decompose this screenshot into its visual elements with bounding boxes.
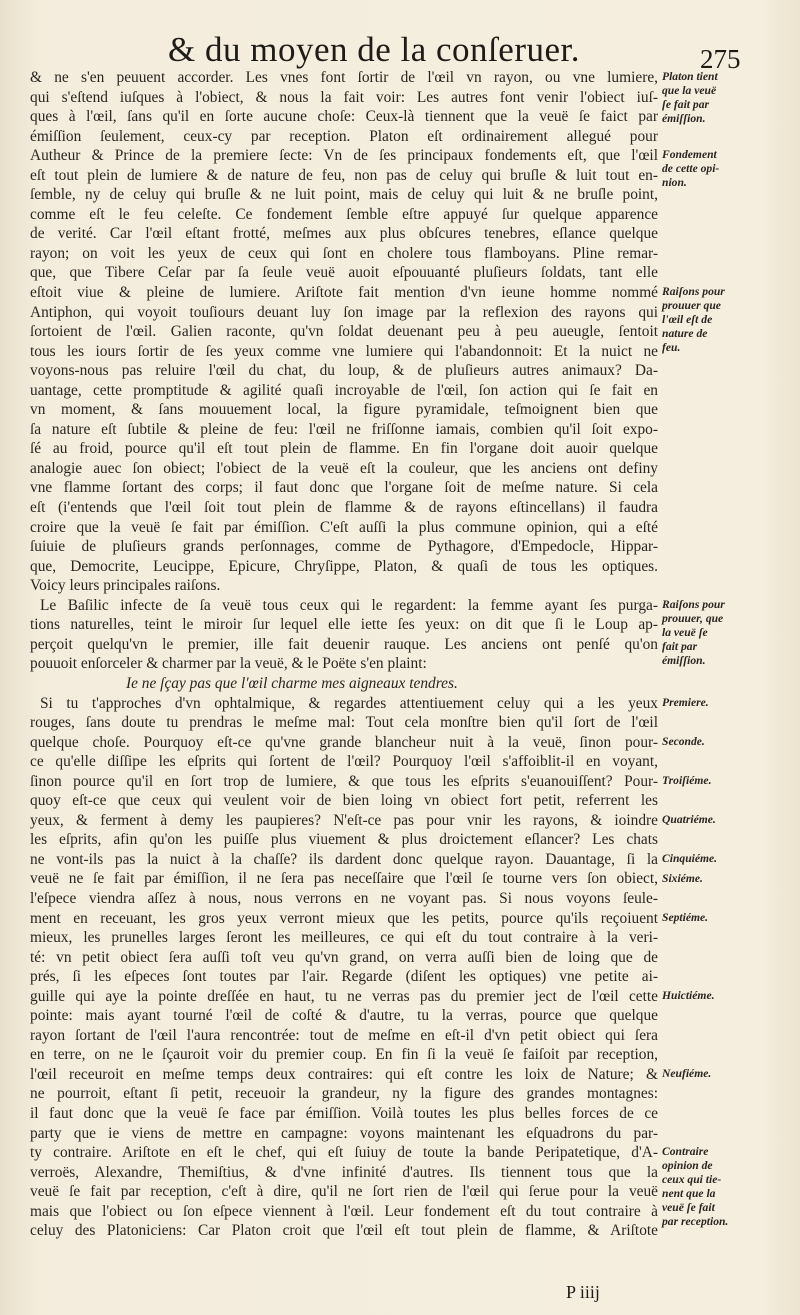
margin-note <box>662 285 792 355</box>
text-line: mieux, les prunelles larges ſeront les meilleures, ce qui eſt du tout contraire à la veri- <box>30 929 658 947</box>
text-line: ſinon pource qu'il en ſort trop de lumiere, & que tous les eſprits s'euanouiſſent? Pour- <box>30 772 658 790</box>
text-line: rayon; on voit les yeux de ceux qui ſont en cholere tous flamboyans. Pline remar- <box>30 244 658 262</box>
text-line: & ne s'en peuuent accorder. Les vnes font ſortir de l'œil vn rayon, ou vne lumiere, <box>30 69 658 86</box>
text-line: tous les iours ſortir de ſes yeux comme vne lumiere qui l'abandonnoit: Et la nuict ne <box>30 342 658 360</box>
margin-note-line: Cinquiéme. <box>662 852 718 865</box>
text-line: de verité. Car l'œil eſtant frotté, meſmes aux plus obſcures tenebres, eſlance quelque <box>30 225 658 243</box>
margin-note-line: opinion de <box>662 1159 713 1173</box>
text-line: croire que la veuë ſe fait par émiſſion. C'eſt auſſi la plus commune opinion, qui a eſté <box>30 518 658 536</box>
margin-note <box>662 911 792 925</box>
text-line: yeux, & ferment à demy les paupieres? N'eſt-ce pas pour vnir les rayons, & ioindre <box>30 811 658 829</box>
page-header <box>0 8 800 74</box>
margin-note-line: fait par <box>662 639 698 653</box>
text-line: uantage, cette promptitude & agilité quaſi incroyable de l'œil, ſon action qui ſe fait en <box>30 381 658 399</box>
margin-note-line: de cette opi- <box>662 162 720 176</box>
text-line: rayon ſortant de l'œil l'aura rencontrée: tout de meſme en eſt-il d'vn petit obiect qui ſera <box>30 1026 658 1044</box>
text-line: que, que Tibere Ceſar par ſa ſeule veuë auoit eſpouuanté pluſieurs ſoldats, tant elle <box>30 264 658 282</box>
text-line: vn moment, & ſans mouuement local, la figure pyramidale, teſmoignent bien que <box>30 401 658 419</box>
text-line: Antiphon, qui voyoit touſiours deuant luy ſon image par la reflexion des rayons qui <box>30 303 658 321</box>
text-line: eſt tout plein de lumiere & de nature de feu, non pas de celuy qui bruſle & luit tout en- <box>30 166 658 184</box>
margin-note-line: Sixiéme. <box>662 871 703 885</box>
text-line: ſé au froid, pource qu'il eſt tout plein de flamme. En fin l'organe doit auoir quelque <box>30 440 658 458</box>
text-line: en terre, on ne le ſçauroit voir du premier coup. En fin ſi la veuë ſe faiſoit par reception, <box>30 1046 658 1064</box>
text-line: perçoit quelqu'vn le premier, ille fait deuenir rauque. Les anciens ont penſé qu'on <box>30 635 658 653</box>
margin-note-line: Quatriéme. <box>662 812 716 826</box>
margin-note-line: Raiſons pour <box>662 597 725 611</box>
margin-note-line: par reception. <box>662 1215 729 1229</box>
text-line: quoy eſt-ce que ceux qui veulent voir de bien loing vn obiect fort petit, referrent les <box>30 792 658 810</box>
text-line: tions naturelles, teint le miroir ſur lequel elle iette ſes yeux: on dit que ſi le Loup ap- <box>30 616 658 634</box>
margin-note-line: veuë ſe fait <box>662 1201 715 1215</box>
margin-note <box>662 774 792 788</box>
text-line: ques à l'œil, ſans qu'il en ſorte aucune choſe: Ceux-là tiennent que la veuë ſe faict par <box>30 108 658 126</box>
page-number: 275 <box>700 44 741 74</box>
margin-note-line: nent que la <box>662 1187 716 1201</box>
text-line: party que ie viens de mettre en campagne: voyons maintenant les eſquadrons du par- <box>30 1124 658 1142</box>
text-line: l'eſpece viendra aſſez à nous, nous verrons en ne voyant pas. Si nous voyons ſeule- <box>30 889 658 907</box>
margin-note-line: Contraire <box>662 1145 709 1159</box>
text-line: comme eſt le feu celeſte. Ce fondement ſemble eſtre appuyé ſur quelque apparence <box>30 205 658 223</box>
margin-note <box>662 735 792 749</box>
margin-note-line: prouuer, que <box>662 611 724 625</box>
margin-note-line: nion. <box>662 176 687 190</box>
text-line: Autheur & Prince de la premiere ſecte: Vn de ſes principaux fondements eſt, que l'œil <box>30 147 658 165</box>
text-line: eſt (i'entends que l'œil ſoit tout plein de flamme & de rayons eſtincellans) il faudra <box>30 499 658 517</box>
text-line: mais que l'obiect ou ſon eſpece viennent à l'œil. Leur fondement eſt du tout contraire à <box>30 1202 658 1220</box>
margin-note-line: émiſſion. <box>662 112 706 125</box>
margin-note-line: ceux qui tie- <box>662 1173 722 1187</box>
margin-note <box>662 1067 792 1081</box>
margin-note <box>662 696 792 710</box>
text-line: Le Baſilic infecte de ſa veuë tous ceux qui le regardent: la femme ayant ſes purga- <box>40 596 658 614</box>
text-line: pointe: mais ayant tourné l'œil de coſté & d'autre, tu la verras, pource que quelque <box>30 1007 658 1025</box>
text-line: ſortoient de l'œil. Galien raconte, qu'vn ſoldat deuenant peu à peu aueugle, ſentoit <box>30 323 658 341</box>
text-line: ty contraire. Ariſtote en eſt le chef, qui eſt ſuiuy de toute la bande Peripatetique, d'A- <box>30 1144 658 1162</box>
text-line: té: vn petit obiect ſera auſſi toſt veu qu'vn grand, on verra auſſi bien de loing que de <box>30 948 658 966</box>
text-line: celuy des Platoniciens: Car Platon croit que l'œil eſt tout plein de flamme, & Ariſtote <box>30 1222 658 1240</box>
text-line: quelque choſe. Pourquoy eſt-ce qu'vne grande blancheur nuit à la veuë, ſinon pour- <box>30 733 658 751</box>
margin-note-line: nature de <box>662 327 708 341</box>
margin-note-line: Neufiéme. <box>662 1067 712 1081</box>
running-title: & du moyen de la conſeruer. <box>168 30 580 69</box>
text-line: les eſprits, afin qu'on les puiſſe plus viuement & plus droictement eſlancer? Les chats <box>30 831 658 849</box>
text-line: qui s'eſtend iuſques à l'obiect, & nous la fait voir: Les autres font venir l'obiect iuſ- <box>30 88 658 106</box>
text-line: pouuoit enſorceler & charmer par la veuë, & le Poëte s'en plaint: <box>30 655 427 673</box>
text-line: rouges, ſans doute tu prendras le meſme mal: Tout cela monſtre bien qu'il ſort de l'œil <box>30 714 658 732</box>
text-line: veuë ſe fait par reception, c'eſt à dire, qu'il ne ſort rien de l'œil qui ſerue pour la veuë <box>30 1183 658 1201</box>
text-line: veuë ne ſe fait par émiſſion, il ne ſera pas neceſſaire que l'œil ſe tourne vers ſon obiect, <box>30 870 658 888</box>
text-line: ſa nature eſt ſubtile & pleine de feu: l'œil ne friſſonne iamais, combien qu'il ſoit expo- <box>30 420 658 438</box>
text-line: ment en receuant, les gros yeux verront mieux que les petits, pource qu'ils reçoiuent <box>30 909 658 927</box>
margin-note-line: prouuer que <box>662 299 721 313</box>
margin-note <box>662 872 792 886</box>
text-line: ſemble, ny de celuy qui bruſle & ne luit point, mais de celuy qui luit & ne bruſle point, <box>30 186 658 204</box>
margin-note <box>662 813 792 827</box>
text-line: analogie auec ſon obiect; l'obiect de la veuë eſt la couleur, que les anciens ont definy <box>30 459 658 477</box>
text-line: eſtoit viue & pleine de lumiere. Ariſtote fait mention d'vn ieune homme nommé <box>30 284 658 302</box>
margin-note-line: Troiſiéme. <box>662 773 712 787</box>
margin-note <box>662 148 792 190</box>
margin-note <box>662 1145 792 1229</box>
text-line: ce qu'elle diſſipe les eſprits qui ſortent de l'œil? Pourquoy l'œil s'affoiblit-il en voyant, <box>30 753 658 771</box>
text-line: Voicy leurs principales raiſons. <box>30 577 221 595</box>
margin-note-line: l'œil eſt de <box>662 313 713 327</box>
text-line: que, Democrite, Leucippe, Epicure, Chryſippe, Platon, & quaſi de tous les optiques. <box>30 557 658 575</box>
margin-note-line: que la veuë <box>662 84 717 97</box>
margin-note-line: Huictiéme. <box>662 988 715 1002</box>
margin-note <box>662 70 792 126</box>
margin-note-line: émiſſion. <box>662 653 706 667</box>
text-line: émiſſion ſeulement, ceux-cy par reception. Platon eſt ordinairement allegué pour <box>30 127 658 145</box>
margin-note-line: Premiere. <box>662 695 709 709</box>
margin-note-line: Raiſons pour <box>662 285 725 299</box>
margin-note <box>662 852 792 866</box>
margin-note-line: feu. <box>662 341 681 355</box>
margin-note-line: Platon tient <box>662 70 718 83</box>
signature-mark: P iiij <box>566 1282 600 1302</box>
text-line: guille qui aye la pointe dreſſée en haut, tu ne verras pas du premier ject de l'œil cette <box>30 987 658 1005</box>
text-line: Ie ne ſçay pas que l'œil charme mes aigneaux tendres. <box>126 674 458 692</box>
text-line: Si tu t'approches d'vn ophtalmique, & regardes attentiuement celuy qui a les yeux <box>40 694 658 712</box>
margin-note <box>662 598 792 668</box>
text-line: ne pourroit, eſtant ſi petit, receuoir la grandeur, ny la figure des grandes montagnes: <box>30 1085 658 1103</box>
margin-note-line: la veuë ſe <box>662 625 708 639</box>
text-line: ſuiuie de pluſieurs grands perſonnages, comme de Pythagore, d'Empedocle, Hippar- <box>30 538 658 556</box>
text-line: l'œil receuroit en meſme temps deux contraires: qui eſt contre les loix de Nature; & <box>30 1065 658 1083</box>
text-line: verroës, Alexandre, Themiſtius, & d'vne infinité d'autres. Ils tiennent tous que la <box>30 1163 658 1181</box>
text-line: prés, ſi les eſpeces ſont toutes par l'air. Regarde (diſent les optiques) vne petite ai- <box>30 968 658 986</box>
margin-note <box>662 989 792 1003</box>
text-line: vne flamme ſortant des corps; il faut donc que l'organe ſoit de meſme nature. Si cela <box>30 479 658 497</box>
text-line: ne vont-ils pas la nuict à la chaſſe? ils dardent donc quelque rayon. Dauantage, ſi la <box>30 850 658 868</box>
text-line: voyons-nous pas reluire l'œil du chat, du loup, & de pluſieurs autres animaux? Da- <box>30 362 658 380</box>
margin-note-line: Septiéme. <box>662 910 709 924</box>
margin-note-line: ſe fait par <box>662 98 710 111</box>
margin-note-line: Fondement <box>662 148 717 162</box>
main-text <box>30 68 658 1241</box>
margin-note-line: Seconde. <box>662 734 705 748</box>
text-line: il faut donc que la veuë ſe face par émiſſion. Voilà toutes les plus belles forces de ce <box>30 1104 658 1122</box>
